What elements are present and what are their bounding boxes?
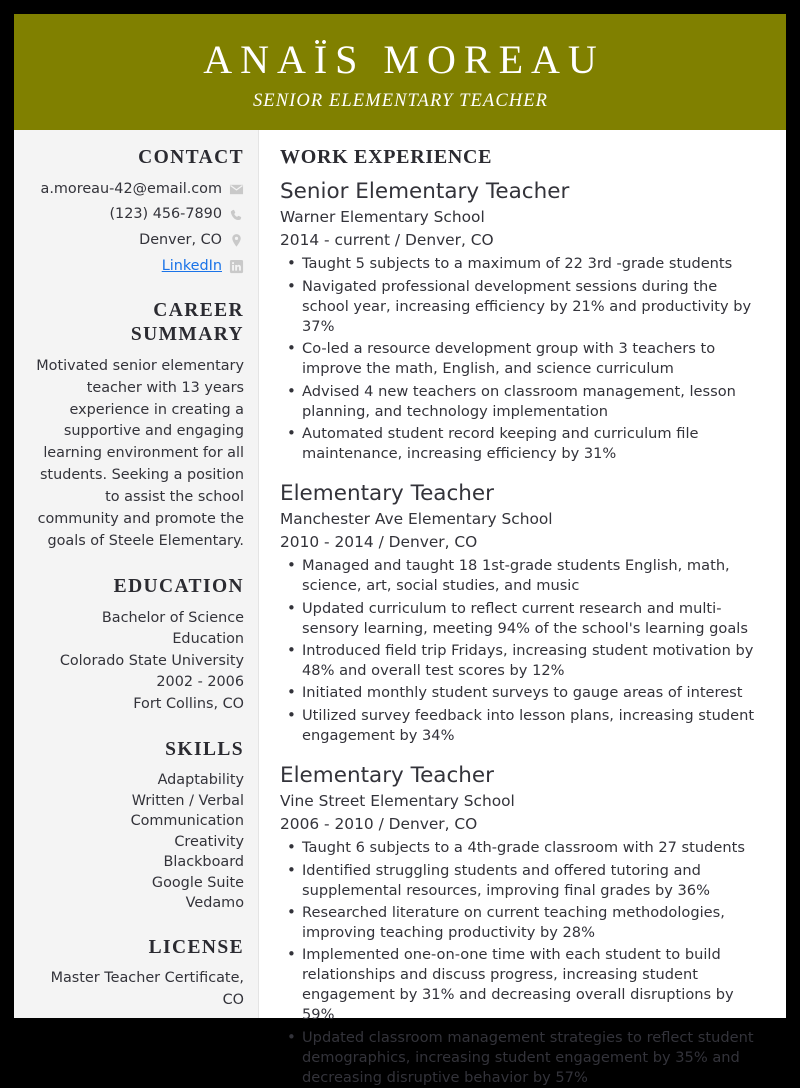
contact-item-linkedin[interactable] <box>28 256 244 278</box>
skill-item: Vedamo <box>185 895 244 912</box>
job-entry <box>280 481 764 746</box>
job-title: Senior Elementary Teacher <box>280 179 570 204</box>
career-summary-text: Motivated senior elementary teacher with 13 years experience in creating a supportive and engaging learning environment for all students. Seeking a position to assist the school community and promote the goals of Steele Elementary. <box>36 357 244 549</box>
linkedin-link[interactable]: LinkedIn <box>161 257 222 274</box>
job-dates-location: 2006 - 2010 / Denver, CO <box>280 814 478 833</box>
job-bullet: • Implemented one-on-one time with each student to build relationships and discuss progress, increasing student engagement by 31% and decreasing overall disruptions by 59% <box>280 945 764 1025</box>
resume-page <box>14 14 786 1086</box>
job-bullet: • Utilized survey feedback into lesson plans, increasing student engagement by 34% <box>280 706 764 746</box>
job-bullet: • Advised 4 new teachers on classroom management, lesson planning, and technology implementation <box>280 382 764 422</box>
contact-email-text: a.moreau-42@email.com <box>40 180 222 197</box>
job-organization: Warner Elementary School <box>280 208 485 227</box>
candidate-name: ANAÏS MOREAU <box>203 36 605 82</box>
job-bullet: • Initiated monthly student surveys to gauge areas of interest <box>280 683 764 703</box>
skills-section <box>28 738 244 914</box>
job-bullet: • Taught 5 subjects to a maximum of 22 3rd -grade students <box>280 254 764 274</box>
linkedin-icon <box>229 259 244 274</box>
contact-heading: CONTACT <box>138 147 244 168</box>
career-summary-section <box>28 299 244 553</box>
job-dates-location: 2010 - 2014 / Denver, CO <box>280 532 478 551</box>
job-bullet: • Updated curriculum to reflect current research and multi-sensory learning, meeting 94% of the school's learning goals <box>280 599 764 639</box>
phone-icon <box>229 208 244 223</box>
job-bullet: • Managed and taught 18 1st-grade students English, math, science, art, social studies, and music <box>280 556 764 596</box>
sidebar <box>14 130 259 1018</box>
candidate-job-title: SENIOR ELEMENTARY TEACHER <box>252 91 549 112</box>
license-heading: LICENSE <box>148 936 244 958</box>
job-bullets <box>280 838 764 1088</box>
skill-item: Written / Verbal Communication <box>130 792 244 830</box>
map-pin-icon <box>229 233 244 248</box>
contact-item-phone <box>28 204 244 226</box>
contact-location-text: Denver, CO <box>139 232 222 248</box>
job-organization: Manchester Ave Elementary School <box>280 510 553 529</box>
contact-section <box>28 146 244 277</box>
job-dates-location: 2014 - current / Denver, CO <box>280 230 494 249</box>
education-line: Colorado State University <box>59 652 244 669</box>
skills-heading: SKILLS <box>165 738 244 760</box>
job-bullet: • Identified struggling students and offered tutoring and supplemental resources, improving final grades by 36% <box>280 861 764 901</box>
job-bullet: • Updated classroom management strategies to reflect student demographics, increasing student engagement by 35% and decreasing disruptive behavior by 57% <box>280 1028 764 1088</box>
envelope-icon <box>229 182 244 197</box>
job-bullet: • Researched literature on current teaching methodologies, improving teaching productivity by 28% <box>280 903 764 943</box>
job-entry <box>280 763 764 1088</box>
main-content <box>259 130 786 1086</box>
career-summary-heading-line-1: CAREER <box>153 300 244 322</box>
career-summary-heading-line-2: SUMMARY <box>130 324 244 345</box>
education-line: Bachelor of Science <box>101 609 244 626</box>
education-line: Education <box>172 631 244 648</box>
skill-item: Adaptability <box>157 772 244 789</box>
contact-item-email <box>28 179 244 201</box>
job-title: Elementary Teacher <box>280 480 494 506</box>
job-bullet: • Co-led a resource development group with 3 teachers to improve the math, English, and science curriculum <box>280 339 764 379</box>
education-section <box>28 575 244 716</box>
job-entry <box>280 179 764 464</box>
job-bullet: • Navigated professional development sessions during the school year, increasing efficiency by 21% and productivity by 37% <box>280 277 764 337</box>
license-text: Master Teacher Certificate, CO <box>50 970 244 1009</box>
resume-body <box>14 130 786 1086</box>
skill-item: Google Suite <box>151 874 244 891</box>
resume-header <box>14 14 786 130</box>
job-bullets <box>280 254 764 464</box>
contact-phone-text: (123) 456-7890 <box>109 206 222 223</box>
job-title: Elementary Teacher <box>280 762 494 788</box>
education-heading: EDUCATION <box>113 575 244 597</box>
job-organization: Vine Street Elementary School <box>280 792 515 811</box>
education-line: Fort Collins, CO <box>133 696 244 713</box>
license-section <box>28 936 244 1013</box>
contact-item-location <box>28 230 244 252</box>
career-summary-heading <box>28 299 244 347</box>
work-experience-heading: WORK EXPERIENCE <box>280 146 493 168</box>
job-bullet: • Taught 6 subjects to a 4th-grade classroom with 27 students <box>280 838 764 858</box>
skill-item: Blackboard <box>163 854 244 871</box>
job-bullet: • Automated student record keeping and curriculum file maintenance, increasing efficiency by 31% <box>280 424 764 464</box>
skill-item: Creativity <box>174 833 244 850</box>
job-bullets <box>280 556 764 746</box>
education-line: 2002 - 2006 <box>156 674 244 691</box>
job-bullet: • Introduced field trip Fridays, increasing student motivation by 48% and overall test scores by 12% <box>280 641 764 681</box>
